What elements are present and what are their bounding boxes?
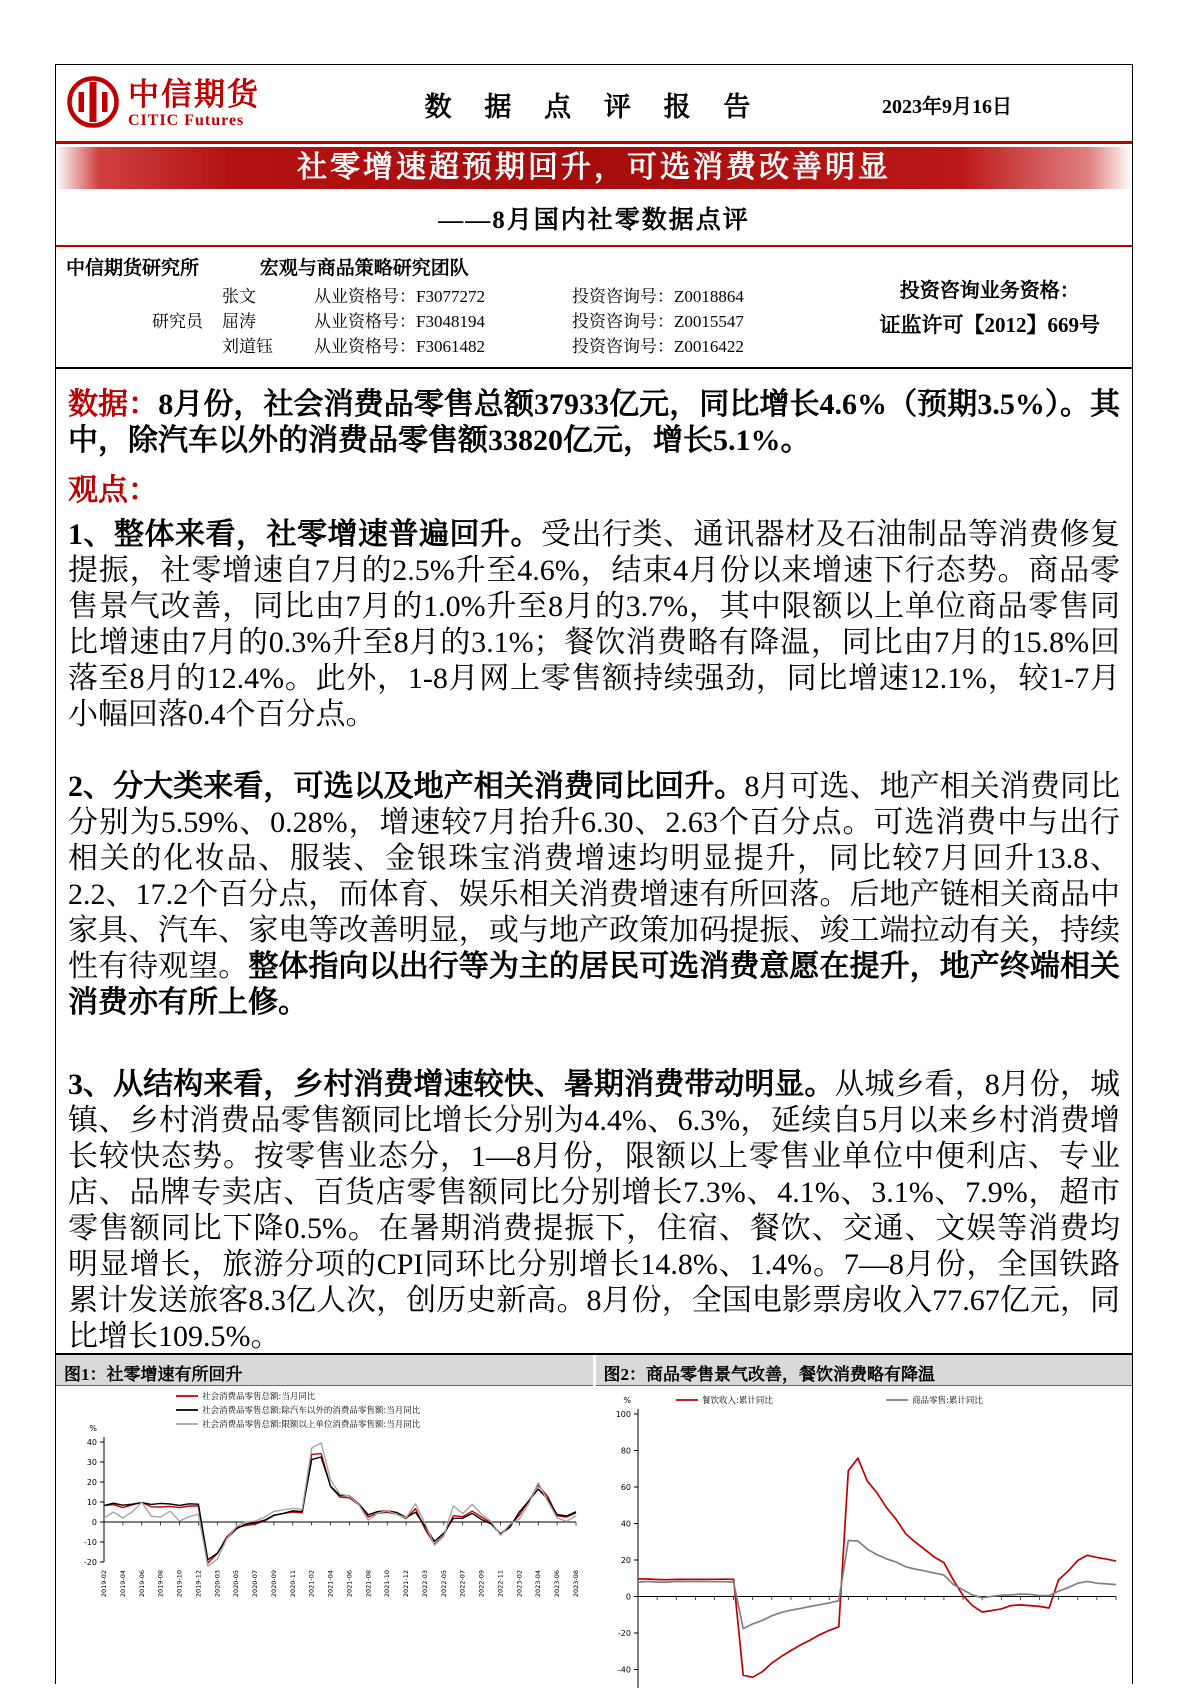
data-label: 数据： [68,388,159,421]
svg-text:60: 60 [620,1483,631,1492]
svg-text:商品零售:累计同比: 商品零售:累计同比 [911,1396,983,1406]
svg-text:2020-07: 2020-07 [251,1570,260,1598]
svg-text:-20: -20 [617,1629,631,1638]
svg-text:2023-08: 2023-08 [572,1570,580,1598]
analyst-row [152,284,744,309]
svg-text:2020-09: 2020-09 [269,1570,278,1598]
figure1-chart-area [56,1386,593,1688]
svg-text:餐饮收入:累计同比: 餐饮收入:累计同比 [701,1396,773,1406]
svg-text:40: 40 [620,1519,631,1529]
viewpoint-label: 观点： [68,474,158,507]
analyst-cert: 从业资格号：F3061482 [314,337,485,356]
analyst-advisory: 投资咨询号：Z0016422 [572,337,744,356]
svg-text:2020-11: 2020-11 [288,1570,297,1598]
svg-text:2022-11: 2022-11 [496,1570,505,1598]
svg-text:2022-07: 2022-07 [458,1570,467,1598]
svg-text:2023-02: 2023-02 [515,1570,524,1598]
figures-section [56,1353,1132,1688]
svg-text:-10: -10 [83,1538,97,1547]
analyst-name: 张文 [222,287,256,306]
svg-text:20: 20 [620,1556,631,1565]
report-title: 社零增速超预期回升，可选消费改善明显 [297,151,891,184]
svg-text:30: 30 [86,1458,97,1467]
data-summary [68,387,1120,459]
svg-text:2021-06: 2021-06 [345,1570,354,1598]
brand-name-cn: 中信期货 [128,77,260,112]
paragraph-text: 受出行类、通讯器材及石油制品等消费修复提振，社零增速自7月的2.5%升至4.6%，结束4月份以来增速下行态势。商品零售景气改善，同比由7月的1.0%升至8月的3.7%，其中限额以上单位商品零售同比增速由7月的0.3%升至8月的3.1%；餐饮消费略有降温，同比由7月的15.8%回落至8月的12.4%。此外，1-8月网上零售额持续强劲，同比增速12.1%，较1-7月小幅回落0.4个百分点。 [68,518,1120,731]
report-header [56,65,1132,141]
svg-text:2022-05: 2022-05 [439,1570,448,1598]
svg-text:2021-10: 2021-10 [383,1570,392,1598]
paragraph-text: 从城乡看，8月份，城镇、乡村消费品零售额同比增长分别为4.4%、6.3%，延续自5月以来乡村消费增长较快态势。按零售业态分，1—8月份，限额以上零售业单位中便利店、专业店、品牌专卖店、百货店零售额同比分别增长7.3%、4.1%、3.1%、7.9%，超市零售额同比下降0.5%。在暑期消费提振下，住宿、餐饮、交通、文娱等消费均明显增长，旅游分项的CPI同环比分别增长14.8%、1.4%。7—8月份，全国铁路累计发送旅客8.3亿人次，创历史新高。8月份，全国电影票房收入77.67亿元，同比增长109.5%。 [68,1068,1121,1353]
qualification-block [880,274,1101,339]
analyst-cert: 从业资格号：F3048194 [314,312,485,331]
qualification-label: 投资咨询业务资格： [899,279,1080,302]
svg-text:2021-02: 2021-02 [307,1570,316,1598]
svg-text:10: 10 [86,1498,97,1507]
analyst-name: 刘道钰 [222,337,273,356]
paragraph-lead: 3、从结构来看，乡村消费增速较快、暑期消费带动明显。 [68,1068,835,1101]
svg-text:%: % [89,1424,97,1433]
paragraph-tail: 整体指向以出行等为主的居民可选消费意愿在提升，地产终端相关消费亦有所上修。 [68,950,1121,1019]
brand-name-en: CITIC Futures [128,112,245,129]
analyst-role-label: 研究员 [152,312,203,331]
report-subtitle: ——8月国内社零数据点评 [438,207,750,234]
analyst-row [152,309,744,334]
research-institute: 中信期货研究所 [66,258,200,279]
svg-text:-40: -40 [617,1665,631,1675]
figure-1 [56,1355,596,1688]
svg-text:社会消费品零售总额:除汽车以外的消费品零售额:当月同比: 社会消费品零售总额:除汽车以外的消费品零售额:当月同比 [202,1406,421,1416]
svg-text:2022-03: 2022-03 [420,1570,429,1598]
paragraph-lead: 1、整体来看，社零增速普遍回升。 [68,518,541,551]
svg-text:20: 20 [86,1478,97,1487]
doc-type-title: 数 据 点 评 报 告 [424,91,764,122]
figure2-chart-area [596,1386,1133,1688]
svg-text:社会消费品零售总额:限额以上单位消费品零售额:当月同比: 社会消费品零售总额:限额以上单位消费品零售额:当月同比 [202,1420,421,1430]
analyst-row [152,334,744,359]
svg-text:2021-08: 2021-08 [364,1570,373,1598]
svg-text:2019-10: 2019-10 [175,1570,184,1598]
svg-text:2019-06: 2019-06 [137,1570,146,1598]
svg-text:0: 0 [91,1518,97,1527]
citic-logo [66,75,376,134]
citic-logo-icon [66,75,120,134]
data-text: 8月份，社会消费品零售总额37933亿元，同比增长4.6%（预期3.5%）。其中，除汽车以外的消费品零售额33820亿元，增长5.1%。 [68,388,1121,457]
paragraph-text: 8月可选、地产相关消费同比分别为5.59%、0.28%，增速较7月抬升6.30、2.63个百分点。可选消费中与出行相关的化妆品、服装、金银珠宝消费增速均明显提升，同比较7月回升13.8、2.2、17.2个百分点，而体育、娱乐相关消费增速有所回落。后地产链相关商品中家具、汽车、家电等改善明显，或与地产政策加码提振、竣工端拉动有关，持续性有待观望。 [68,770,1121,983]
svg-text:40: 40 [86,1438,97,1447]
svg-text:2019-02: 2019-02 [100,1570,108,1598]
qualification-number: 证监许可【2012】669号 [879,312,1100,337]
viewpoint-paragraph-1 [68,517,1120,733]
svg-text:2020-03: 2020-03 [213,1570,222,1598]
svg-text:80: 80 [620,1446,631,1456]
svg-text:2022-09: 2022-09 [477,1570,486,1598]
svg-text:2019-08: 2019-08 [156,1570,165,1598]
research-team-section [56,247,1132,369]
svg-text:-20: -20 [83,1558,97,1567]
analyst-advisory: 投资咨询号：Z0018864 [572,287,744,306]
svg-text:100: 100 [615,1410,631,1419]
header-rule [56,141,1132,144]
paragraph-lead: 2、分大类来看，可选以及地产相关消费同比回升。 [68,770,745,803]
report-body [56,369,1132,1355]
svg-text:社会消费品零售总额:当月同比: 社会消费品零售总额:当月同比 [202,1392,316,1402]
svg-text:2021-12: 2021-12 [402,1570,411,1598]
report-page [55,64,1133,1684]
svg-text:2021-04: 2021-04 [326,1570,335,1598]
title-banner [56,147,1132,189]
svg-text:2019-12: 2019-12 [194,1570,203,1598]
research-group: 宏观与商品策略研究团队 [259,258,469,279]
figure1-chart [56,1386,592,1688]
figure2-chart [596,1386,1133,1688]
report-date: 2023年9月16日 [882,95,1012,118]
svg-text:2023-04: 2023-04 [534,1570,543,1598]
analyst-name: 屈涛 [222,312,256,331]
svg-text:2023-06: 2023-06 [553,1570,562,1598]
figure1-title: 图1：社零增速有所回升 [56,1355,593,1386]
viewpoint-paragraph-2 [68,769,1120,1021]
analyst-cert: 从业资格号：F3077272 [314,287,485,306]
figure2-title: 图2：商品零售景气改善，餐饮消费略有降温 [596,1355,1133,1386]
svg-text:%: % [622,1396,631,1405]
viewpoint-paragraph-3 [68,1067,1120,1355]
analyst-advisory: 投资咨询号：Z0015547 [572,312,744,331]
figure-2 [596,1355,1133,1688]
svg-text:2019-04: 2019-04 [118,1570,127,1598]
svg-text:2020-05: 2020-05 [232,1570,241,1598]
svg-text:0: 0 [625,1592,631,1602]
